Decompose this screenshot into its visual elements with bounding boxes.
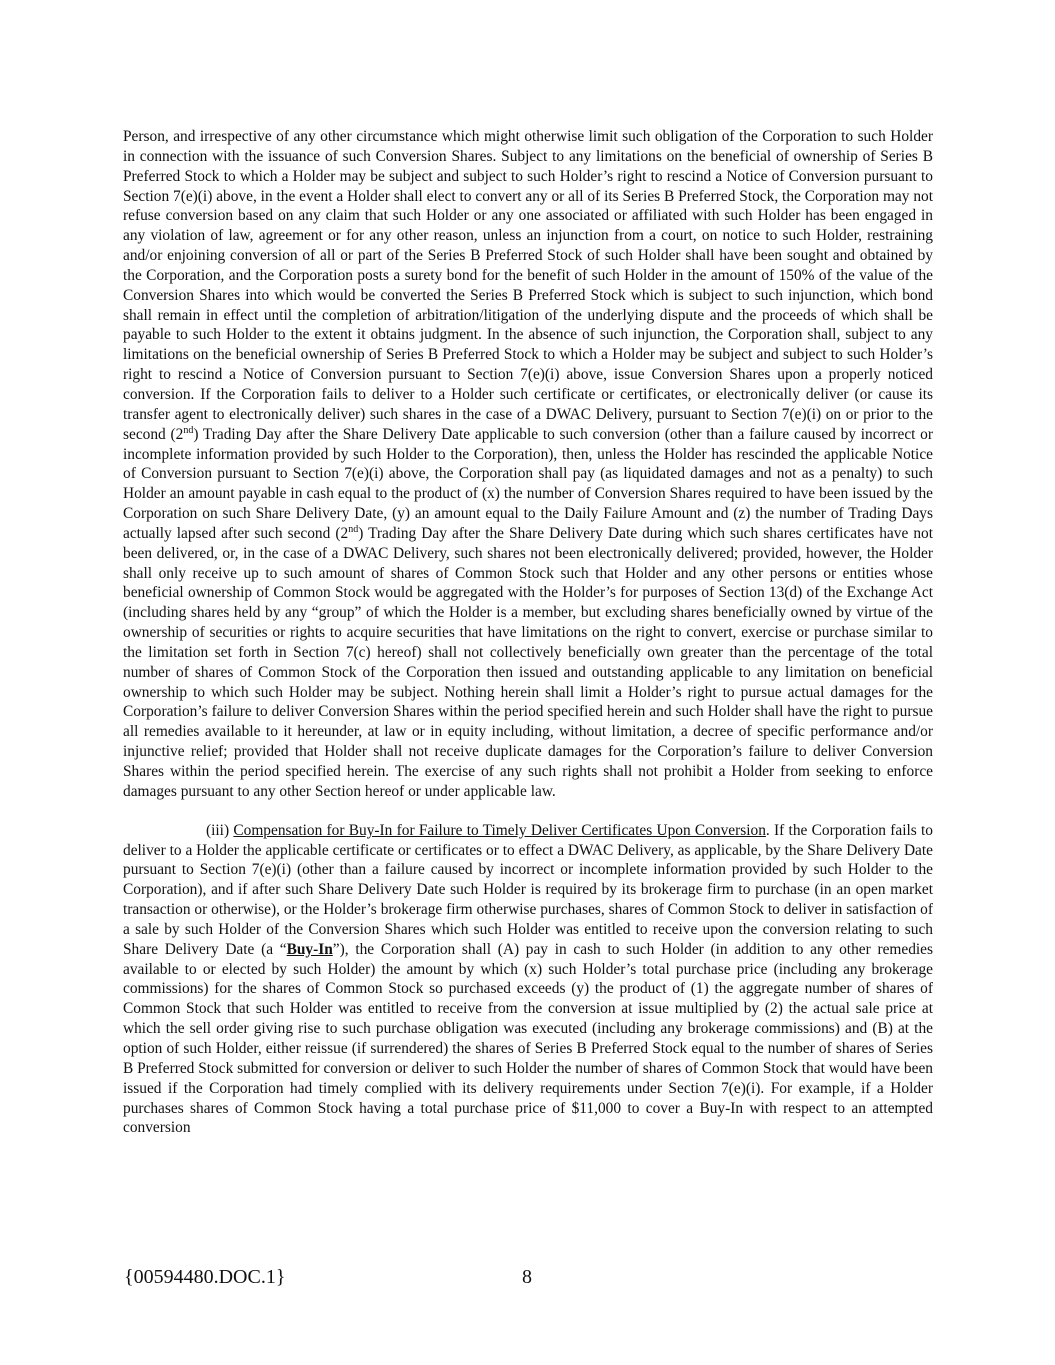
ordinal-suffix: nd (183, 424, 194, 436)
paragraph-text: ) Trading Day after the Share Delivery Date applicable to such conversion (other than a failure caused by incorrect or incomplete information provided by such Holder to the Corporation), then, unless the Holder has rescinded the applicable Notice of Conversion pursuant to Section 7(e)(i) above, the Corporation shall pay (as liquidated damages and not as a penalty) to such Holder an amount payable in cash equal to the product of (x) the number of Conversion Shares required to have been issued by the Corporation on such Share Delivery Date, (y) an amount equal to the Daily Failure Amount and (z) the number of Trading Days actually lapsed after such second (2 (123, 425, 933, 542)
subsection-number: (iii) (206, 821, 234, 839)
subsection-heading: Compensation for Buy-In for Failure to Timely Deliver Certificates Upon Conversion (233, 821, 766, 839)
paragraph-text: ”), the Corporation shall (A) pay in cash to such Holder (in addition to any other remedies available to or elected by such Holder) the amount by which (x) such Holder’s total purchase price (including any brokerage commissions) for the shares of Common Stock so purchased exceeds (y) the product of (1) the aggregate number of shares of Common Stock that such Holder was entitled to receive from the conversion at issue multiplied by (2) the actual sale price at which the sell order giving rise to such purchase obligation was executed (including any brokerage commissions) and (B) at the option of such Holder, either reissue (if surrendered) the shares of Series B Preferred Stock equal to the number of shares of Series B Preferred Stock submitted for conversion or deliver to such Holder the number of shares of Common Stock that would have been issued if the Corporation had timely complied with its delivery requirements under Section 7(e)(i). For example, if a Holder purchases shares of Common Stock having a total purchase price of $11,000 to cover a Buy-In with respect to an attempted conversion (123, 940, 934, 1137)
footer-page-number: 8 (522, 1266, 532, 1288)
paragraph-buy-in-compensation (123, 821, 933, 1139)
paragraph-text: ) Trading Day after the Share Delivery Date during which such shares certificates have not been delivered, or, in the case of a DWAC Delivery, such shares not been electronically delivered; provided, however, the Holder shall only receive up to such amount of shares of Common Stock such that Holder and any other persons or entities whose beneficial ownership of Common Stock would be aggregated with the Holder’s for purposes of Section 13(d) of the Exchange Act (including shares held by any “group” of which the Holder is a member, but excluding shares beneficially owned by virtue of the ownership of securities or rights to acquire securities that have limitations on the right to convert, exercise or purchase similar to the limitation set forth in Section 7(c) hereof) shall not collectively beneficially own greater than the percentage of the total number of shares of Common Stock of the Corporation then issued and outstanding applicable to any limitation on beneficial ownership to which such Holder may be subject. Nothing herein shall limit a Holder’s right to pursue actual damages for the Corporation’s failure to deliver Conversion Shares within the period specified herein and such Holder shall have the right to pursue all remedies available to it hereunder, at law or in equity including, without limitation, a decree of specific performance and/or injunctive relief; provided that Holder shall not receive duplicate damages for the Corporation’s failure to deliver Conversion Shares within the period specified herein. The exercise of any such rights shall not prohibit a Holder from seeking to enforce damages pursuant to any other Section hereof or under applicable law. (123, 524, 933, 800)
ordinal-suffix: nd (348, 523, 359, 535)
paragraph-text: . If the Corporation fails to deliver to a Holder the applicable certificate or certificates or to effect a DWAC Delivery, as applicable, by the Share Delivery Date pursuant to Section 7(e)(i) (other than a failure caused by incorrect or incomplete information provided by such Holder to the Corporation), and if after such Share Delivery Date such Holder is required by its brokerage firm to purchase (in an open market transaction or otherwise), or the Holder’s brokerage firm otherwise purchases, shares of Common Stock to deliver in satisfaction of a sale by such Holder of the Conversion Shares which such Holder was entitled to receive upon the conversion relating to such Share Delivery Date (a “ (123, 821, 933, 958)
defined-term: Buy-In (286, 940, 333, 958)
footer-document-id: {00594480.DOC.1} (124, 1266, 286, 1288)
paragraph-text: Person, and irrespective of any other circumstance which might otherwise limit such obligation of the Corporation to such Holder in connection with the issuance of such Conversion Shares. Subject to any limitations on the beneficial of ownership of Series B Preferred Stock to which a Holder may be subject and subject to such Holder’s right to rescind a Notice of Conversion pursuant to Section 7(e)(i) above, in the event a Holder shall elect to convert any or all of its Series B Preferred Stock, the Corporation may not refuse conversion based on any claim that such Holder or any one associated or affiliated with such Holder has been engaged in any violation of law, agreement or for any other reason, unless an injunction from a court, on notice to such Holder, restraining and/or enjoining conversion of all or part of the Series B Preferred Stock of such Holder shall have been sought and obtained by the Corporation, and the Corporation posts a surety bond for the benefit of such Holder in the amount of 150% of the value of the Conversion Shares into which would be converted the Series B Preferred Stock which is subject to such injunction, which bond shall remain in effect until the completion of arbitration/litigation of the underlying dispute and the proceeds of which shall be payable to such Holder to the extent it obtains judgment. In the absence of such injunction, the Corporation shall, subject to any limitations on the beneficial ownership of Series B Preferred Stock to which a Holder may be subject and subject to such Holder’s right to rescind a Notice of Conversion pursuant to Section 7(e)(i) above, issue Conversion Shares upon a properly noticed conversion. If the Corporation fails to deliver to a Holder such certificate or certificates, or electronically deliver (or cause its transfer agent to electronically deliver) such shares in the case of a DWAC Delivery, pursuant to Section 7(e)(i) on or prior to the second (2 (123, 128, 933, 443)
paragraph-injunction-and-damages (123, 127, 933, 802)
document-body (123, 127, 933, 1138)
